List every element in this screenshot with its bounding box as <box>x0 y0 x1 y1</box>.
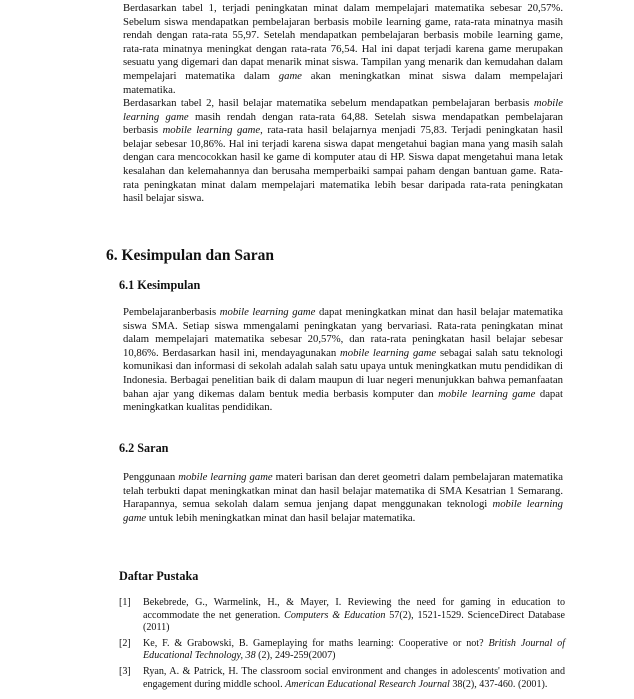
results-paragraph-interest <box>123 2 563 97</box>
text-run: dapat meningkatkan kualitas pendidikan. <box>123 387 563 414</box>
italic-term: mobile learning game <box>438 387 536 400</box>
results-paragraph-learning-outcome <box>123 97 563 206</box>
reference-list <box>119 597 565 694</box>
italic-term: mobile learning game <box>219 306 316 318</box>
text-run: Berdasarkan tabel 2, hasil belajar matematika sebelum mendapatkan pembelajaran berbasis <box>123 97 534 109</box>
reference-number: [1] <box>119 597 131 608</box>
text-run: dapat meningkatkan minat dan hasil belajar matematika siswa SMA. Setiap siswa mmengalami peningkatan yang bervariasi. Rata-rata peningkatan minat dalam mempelajari matematika sebesar 20,57%, dan rata-rata peningkatan hasil belajar sebesar 10,86%. Berdasarkan hasil ini, mendayagunakan <box>123 306 563 359</box>
text-run: Penggunaan <box>123 471 179 483</box>
text-run: , rata-rata hasil belajarnya menjadi 75,83. Terjadi peningkatan hasil belajar sebesar 10,86%. Hal ini terjadi karena siswa dapat mengetahui bagian mana yang masih salah dengan cara mencocokkan hasil ke game di komputer atau di HP. Siswa dapat mengetahui mana letak kesalahan dan kelemahannya dan berusaha memperbaiki sampai paham dengan bantuan game. Rata-rata peningkatan minat dalam mempelajari matematika lebih besar daripada rata-rata peningkatan hasil belajar siswa. <box>123 124 563 205</box>
italic-term: Computers & Education <box>284 609 386 621</box>
saran-paragraph <box>123 471 563 525</box>
text-run: sebagai salah satu teknologi komunikasi dan informasi di sekolah adalah salah satu upaya untuk meningkatkan mutu pendidikan di Indonesia. Berbagai penelitian baik di dalam maupun di luar negeri menunjukkan bahwa pemanfaatan bahan ajar yang dikemas dalam bentuk media berbasis komputer dan <box>123 346 563 400</box>
text-run: Pembelajaranberbasis <box>123 306 220 318</box>
text-run: (2), 249-259(2007) <box>255 650 336 662</box>
text-run: masih rendah dengan rata-rata 64,88. Setelah siswa mendapatkan pembelajaran berbasis <box>123 110 563 137</box>
reference-number: [2] <box>119 637 131 649</box>
italic-term: American Educational Research Journal <box>285 678 450 690</box>
subsection-heading-saran: 6.2 Saran <box>119 441 169 455</box>
reference-number: [3] <box>119 665 131 677</box>
text-run: Ke, F. & Grabowski, B. Gameplaying for maths learning: Cooperative or not? <box>143 637 489 649</box>
kesimpulan-paragraph <box>123 306 563 415</box>
italic-term: mobile learning game <box>162 124 261 137</box>
italic-term: mobile learning game <box>340 346 437 359</box>
text-run: materi barisan dan deret geometri dalam pembelajaran matematika telah terbukti dapat meningkatkan minat dan hasil belajar matematika di SMA Kesatrian 1 Semarang. Harapannya, semua sekolah dalam semua jenjang dapat menggunakan teknologi <box>123 471 563 511</box>
italic-term: mobile learning game <box>123 97 563 123</box>
reference-item <box>119 666 565 691</box>
text-run: Berdasarkan tabel 1, terjadi peningkatan minat dalam mempelajari matematika sebesar 20,57%. Sebelum siswa mendapatkan pembelajaran berbasis mobile learning game, rata-rata minatnya masih rendah dengan rata-rata 55,97. Setelah mendapatkan pembelajaran berbasis mobile learning game, rata-rata minatnya meningkat dengan rata-rata 76,54. Hal ini dapat terjadi karena game merupakan sesuatu yang digemari dan dapat menarik minat siswa. Tampilan yang menarik dan kemudahan dalam mempelajari matematika dalam <box>123 2 563 82</box>
text-run: untuk lebih meningkatkan minat dan hasil belajar matematika. <box>146 511 416 524</box>
section-heading: 6. Kesimpulan dan Saran <box>106 247 274 264</box>
text-run: 38(2), 437-460. (2001). <box>449 678 548 690</box>
italic-term: British Journal of Educational Technology, 38 <box>143 637 565 662</box>
italic-term: game <box>278 69 302 82</box>
text-run: Ryan, A. & Patrick, H. The classroom social environment and changes in adolescents' motivation and engagement during middle school. <box>143 665 565 690</box>
italic-term: mobile learning game <box>178 471 273 483</box>
reference-item <box>119 638 565 663</box>
subsection-heading-kesimpulan: 6.1 Kesimpulan <box>119 278 201 292</box>
text-run: Bekebrede, G., Warmelink, H., & Mayer, I. Reviewing the need for gaming in education to accommodate the net generation. <box>143 597 565 621</box>
text-run: akan meningkatkan minat siswa dalam mempelajari matematika. <box>123 69 563 96</box>
reference-item <box>119 597 565 635</box>
references-heading: Daftar Pustaka <box>119 569 199 583</box>
italic-term: mobile learning game <box>123 498 563 524</box>
text-run: 57(2), 1521-1529. ScienceDirect Database (2011) <box>143 609 565 634</box>
